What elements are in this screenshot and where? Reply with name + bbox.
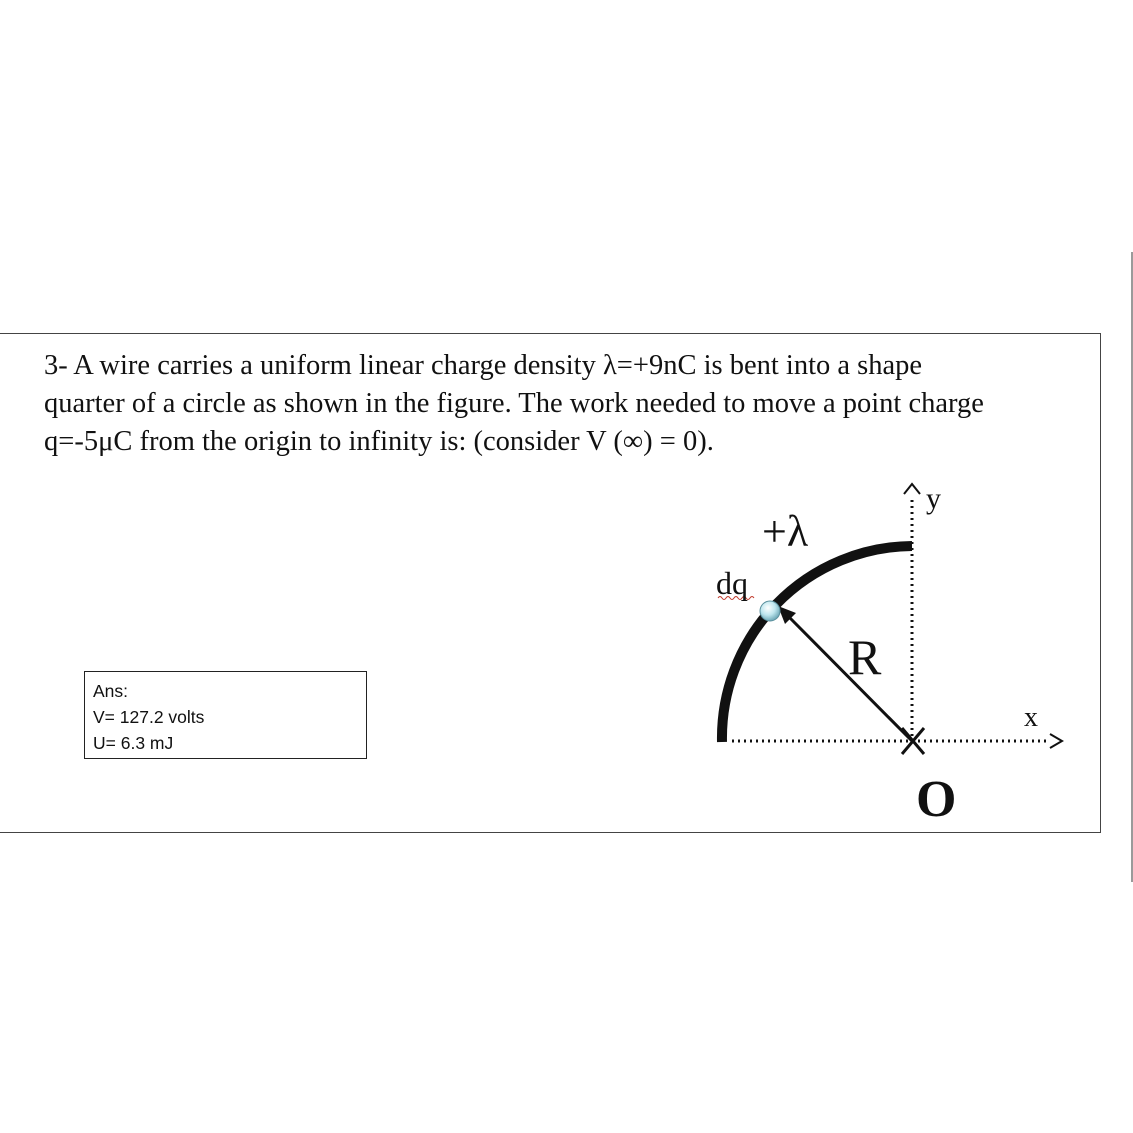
- dq-charge-ball: [760, 601, 780, 621]
- dq-label: dq: [716, 565, 748, 601]
- radius-label: R: [848, 629, 882, 685]
- y-axis-arrowhead: [904, 484, 920, 494]
- question-line-2: quarter of a circle as shown in the figure. The work needed to move a point charge: [44, 388, 984, 419]
- answer-heading: Ans:: [93, 681, 129, 701]
- x-axis-label: x: [1024, 702, 1038, 733]
- x-axis-arrowhead: [1050, 734, 1062, 748]
- charge-density-label: +λ: [762, 507, 809, 556]
- answer-energy: U= 6.3 mJ: [93, 733, 174, 753]
- answer-box: [84, 671, 367, 759]
- question-text: [44, 347, 1084, 461]
- figure-svg: [690, 470, 1090, 830]
- answer-voltage: V= 127.2 volts: [93, 707, 205, 727]
- origin-label: O: [916, 771, 957, 828]
- question-line-3: q=-5μC from the origin to infinity is: (consider V (∞) = 0).: [44, 426, 714, 457]
- quarter-circle-figure: [690, 470, 1090, 830]
- question-line-1: 3- A wire carries a uniform linear charge density λ=+9nC is bent into a shape: [44, 350, 923, 381]
- y-axis-label: y: [926, 482, 941, 515]
